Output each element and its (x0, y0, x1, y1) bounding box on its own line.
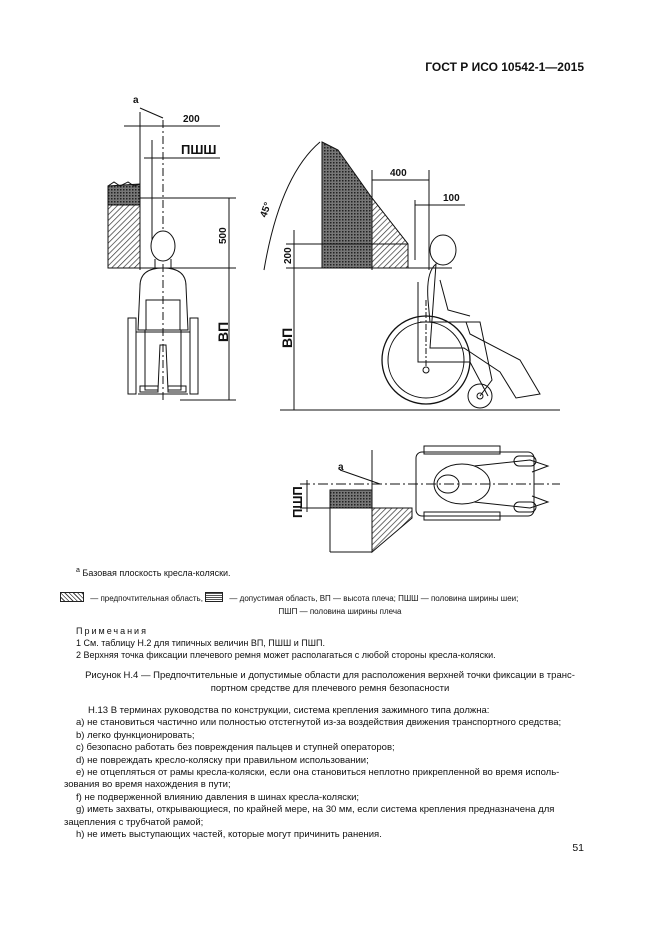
clause-line: f) не подверженной влиянию давления в шинах кресла-коляски; (76, 791, 360, 803)
clause-line: d) не повреждать кресло-коляску при правильном использовании; (76, 754, 369, 766)
clause-line: h) не иметь выступающих частей, которые могут причинить ранения. (76, 829, 382, 841)
page-number: 51 (572, 842, 584, 854)
label-100: 100 (443, 193, 460, 204)
label-a-plan: a (338, 462, 344, 473)
document-header: ГОСТ Р ИСО 10542-1—2015 (425, 60, 584, 74)
label-45: 45° (258, 201, 274, 220)
figure-legend (60, 592, 580, 618)
label-400: 400 (390, 168, 407, 179)
clause-line: c) безопасно работать без повреждения пальцев и ступней операторов; (76, 742, 395, 754)
clause-line: e) не отцепляться от рамы кресла-коляски, если она становиться неплотно прикрепленной во время исполь- (76, 767, 560, 779)
note-item: 2 Верхняя точка фиксации плечевого ремня может располагаться с любой стороны кресла-коляски. (76, 650, 496, 660)
footnote-text: Базовая плоскость кресла-коляски. (82, 568, 231, 578)
caption-line2: портном средстве для плечевого ремня безопасности (210, 683, 450, 694)
clause-line: зования во время нахождения в пути; (64, 779, 231, 791)
figure-caption (40, 669, 620, 695)
label-pshsh: ПШШ (181, 142, 217, 157)
figure-footnote (76, 567, 231, 578)
legend-line1: — предпочтительная область, (90, 594, 203, 603)
plan-view (290, 446, 560, 552)
legend-line1b: — допустимая область, ВП — высота плеча; ПШШ — половина ширины шеи; (229, 594, 519, 603)
clause-line: зацепления с трубчатой рамой; (64, 816, 204, 828)
label-vp-right: ВП (279, 327, 295, 348)
preferred-area-swatch (60, 592, 84, 602)
clause-line: g) иметь захваты, открывающиеся, по крайней мере, на 30 мм, если система крепления предназначена для (76, 804, 555, 816)
front-view (108, 95, 236, 400)
label-vp-left: ВП (215, 321, 231, 342)
footnote-marker: a (76, 567, 80, 574)
note-item: 1 См. таблицу Н.2 для типичных величин ВП, ПШШ и ПШП. (76, 638, 325, 648)
label-500: 500 (218, 227, 229, 244)
label-200-top: 200 (183, 114, 200, 125)
notes-block (76, 625, 496, 661)
side-view (258, 142, 560, 410)
label-a-front: a (133, 95, 139, 106)
clause-line: a) не становиться частично или полностью отстегнутой из-за воздействия движения транспортного средства; (76, 717, 562, 729)
clause-line: b) легко функционировать; (76, 729, 195, 741)
label-200-side: 200 (283, 247, 294, 264)
legend-line2: ПШП — половина ширины плеча (278, 607, 402, 616)
clause-line: Н.13 В терминах руководства по конструкции, система крепления зажимного типа должна: (88, 705, 490, 716)
label-psh: ПШП (290, 486, 305, 518)
permissible-area-swatch (205, 592, 223, 602)
notes-title: Примечания (76, 626, 148, 636)
clause-h13 (64, 705, 596, 841)
caption-line1: Рисунок Н.4 — Предпочтительные и допустимые области для расположения верхней точки фиксации в транс- (85, 670, 575, 681)
